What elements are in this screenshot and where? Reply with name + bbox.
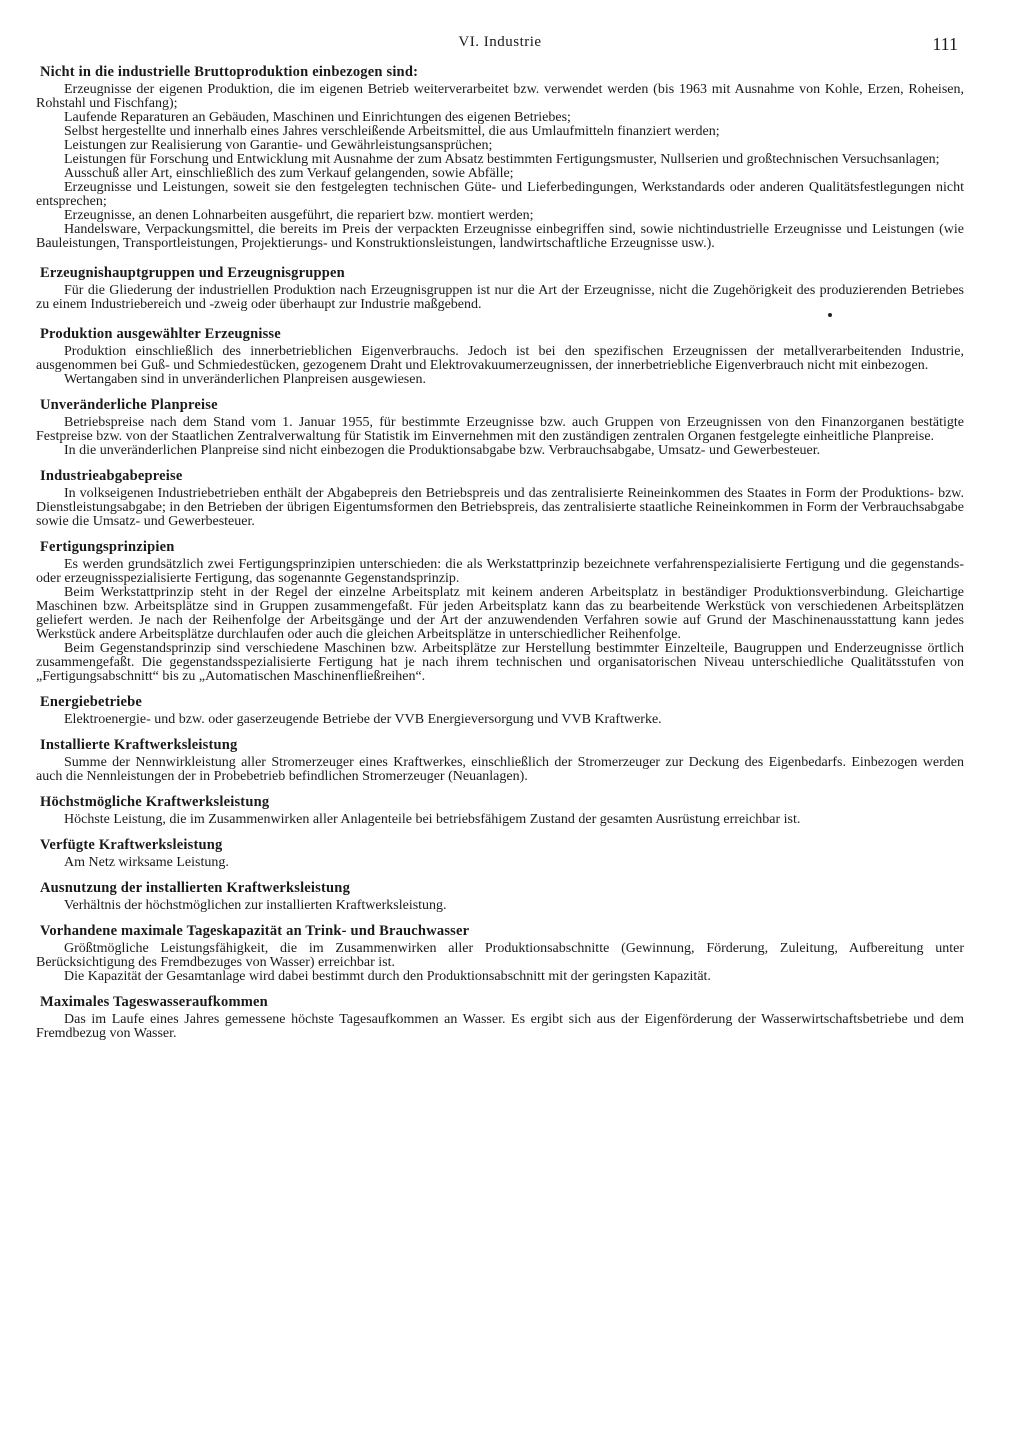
paragraph: Verhältnis der höchstmöglichen zur installierten Kraftwerksleistung. (64, 898, 447, 913)
paragraph: Die Kapazität der Gesamtanlage wird dabei bestimmt durch den Produktionsabschnitt mit der geringsten Kapazität. (64, 969, 711, 984)
paragraph: Größtmögliche Leistungsfähigkeit, die im Zusammenwirken aller Produktionsabschnitte (Gewinnung, Förderung, Zuleitung, Aufbereitung unter Berücksichtigung des Fremdbezuges von Wasser) erreichbar ist. (36, 941, 964, 970)
paragraph: Summe der Nennwirkleistung aller Stromerzeuger eines Kraftwerkes, einschließlich der Stromerzeuger zur Deckung des Eigenbedarfs. Einbezogen werden auch die Nennleistungen der in Probebetrieb befindlichen Stromerzeuger (Neuanlagen). (36, 755, 964, 784)
paragraph: Höchste Leistung, die im Zusammenwirken aller Anlagenteile bei betriebsfähigem Zustand der gesamten Ausrüstung erreichbar ist. (64, 812, 801, 827)
print-speck (828, 313, 832, 317)
section-tageskapazitaet-wasser (36, 923, 964, 984)
paragraph: In die unveränderlichen Planpreise sind nicht einbezogen die Produktionsabgabe bzw. Verbrauchsabgabe, Umsatz- und Gewerbesteuer. (64, 443, 821, 458)
paragraph: In volkseigenen Industriebetrieben enthält der Abgabepreis den Betriebspreis und das zentralisierte Reineinkommen des Staates in Form der Produktions- bzw. Dienstleistungsabgabe; in den Betrieben der übrigen Eigentumsformen den Betriebspreis, das zentralisierte staatliche Reineinkommen in Form der Verbrauchsabgabe sowie die Umsatz- und Gewerbesteuer. (36, 486, 964, 529)
paragraph: Erzeugnisse, an denen Lohnarbeiten ausgeführt, die repariert bzw. montiert werden; (64, 208, 534, 223)
section-title: Fertigungsprinzipien (40, 539, 175, 555)
paragraph: Erzeugnisse und Leistungen, soweit sie den festgelegten technischen Güte- und Lieferbedingungen, Werkstandards oder anderen Qualitätsfestlegungen nicht entsprechen; (36, 180, 964, 209)
paragraph: Laufende Reparaturen an Gebäuden, Maschinen und Einrichtungen des eigenen Betriebes; (64, 110, 571, 125)
paragraph: Beim Gegenstandsprinzip sind verschiedene Maschinen bzw. Arbeitsplätze zur Herstellung bestimmter Einzelteile, Baugruppen und Enderzeugnisse örtlich zusammengefaßt. Die gegenstandsspezialisierte Fertigung hat je nach ihrem technischen und organisatorischen Niveau unterschiedliche Qualitätsstufen von „Fertigungsabschnitt“ bis zu „Automatischen Maschinenfließreihen“. (36, 641, 964, 684)
paragraph: Elektroenergie- und bzw. oder gaserzeugende Betriebe der VVB Energieversorgung und VVB Kraftwerke. (64, 712, 662, 727)
page-header (36, 28, 964, 64)
section-title: Unveränderliche Planpreise (40, 397, 218, 413)
paragraph: Selbst hergestellte und innerhalb eines Jahres verschleißende Arbeitsmittel, die aus Umlaufmitteln finanziert werden; (64, 124, 720, 139)
paragraph: Leistungen für Forschung und Entwicklung mit Ausnahme der zum Absatz bestimmten Fertigungsmuster, Nullserien und großtechnischen Versuchsanlagen; (64, 152, 940, 167)
section-produktion-ausgewaehlter-erzeugnisse (36, 326, 964, 387)
section-bruttoproduktion-exclusions (36, 64, 964, 251)
paragraph: Am Netz wirksame Leistung. (64, 855, 229, 870)
section-title: Installierte Kraftwerksleistung (40, 737, 238, 753)
paragraph: Für die Gliederung der industriellen Produktion nach Erzeugnisgruppen ist nur die Art der Erzeugnisse, nicht die Zugehörigkeit des produzierenden Betriebes zu einem Industriebereich und -zweig oder überhaupt zur Industrie maßgebend. (36, 283, 964, 312)
section-title: Energiebetriebe (40, 694, 143, 710)
paragraph: Produktion einschließlich des innerbetrieblichen Eigenverbrauchs. Jedoch ist bei den spezifischen Erzeugnissen der metallverarbeitenden Industrie, ausgenommen bei Guß- und Schmiedestücken, gezogenem Draht und Elektrovakuumerzeugnissen, der innerbetriebliche Eigenverbrauch nicht mit einbezogen. (36, 344, 964, 373)
paragraph: Beim Werkstattprinzip steht in der Regel der einzelne Arbeitsplatz mit keinem anderen Arbeitsplatz in beständiger Produktionsverbindung. Gleichartige Maschinen bzw. Arbeitsplätze sind in Gruppen zusammengefaßt. Für jeden Arbeitsplatz kann das zu bearbeitende Werkstück von verschiedenen Arbeitsplätzen geliefert werden. Je nach der Reihenfolge der Arbeitsgänge und der Art der anzuwendenden Verfahren sowie auf Grund der Maschinenausstattung kann jedes Werkstück andere Arbeitsplätze durchlaufen oder auch die gleichen Arbeitsplätze in unterschiedlicher Reihenfolge. (36, 585, 964, 642)
section-title: Industrieabgabepreise (40, 468, 183, 484)
section-hoechstmoegliche-kraftwerksleistung (36, 794, 964, 827)
paragraph: Das im Laufe eines Jahres gemessene höchste Tagesaufkommen an Wasser. Es ergibt sich aus der Eigenförderung der Wasserwirtschaftsbetriebe und dem Fremdbezug von Wasser. (36, 1012, 964, 1041)
section-industrieabgabepreise (36, 468, 964, 529)
paragraph: Ausschuß aller Art, einschließlich des zum Verkauf gelangenden, sowie Abfälle; (64, 166, 514, 181)
section-energiebetriebe (36, 694, 964, 727)
section-title: Verfügte Kraftwerksleistung (40, 837, 223, 853)
paragraph: Betriebspreise nach dem Stand vom 1. Januar 1955, für bestimmte Erzeugnisse bzw. auch Gruppen von Erzeugnissen von den Finanzorganen bestätigte Festpreise bzw. von der Staatlichen Zentralverwaltung für Statistik im Einvernehmen mit den zuständigen zentralen Organen festgelegte einheitliche Planpreise. (36, 415, 964, 444)
section-installierte-kraftwerksleistung (36, 737, 964, 784)
section-title: Nicht in die industrielle Bruttoproduktion einbezogen sind: (40, 64, 419, 80)
paragraph: Erzeugnisse der eigenen Produktion, die im eigenen Betrieb weiterverarbeitet bzw. verwendet werden (bis 1963 mit Ausnahme von Kohle, Erzen, Roheisen, Rohstahl und Fischfang); (36, 82, 964, 111)
paragraph: Wertangaben sind in unveränderlichen Planpreisen ausgewiesen. (64, 372, 426, 387)
section-verfuegte-kraftwerksleistung (36, 837, 964, 870)
section-title: Höchstmögliche Kraftwerksleistung (40, 794, 270, 810)
page (36, 28, 964, 1041)
page-number: 111 (932, 34, 958, 54)
section-erzeugnisgruppen (36, 265, 964, 312)
section-title: Vorhandene maximale Tageskapazität an Trink- und Brauchwasser (40, 923, 470, 939)
section-title: Produktion ausgewählter Erzeugnisse (40, 326, 281, 342)
paragraph: Es werden grundsätzlich zwei Fertigungsprinzipien unterschieden: die als Werkstattprinzip bezeichnete verfahrenspezialisierte Fertigung und die gegenstands- oder erzeugnisspezialisierte Fertigung, das sogenannte Gegenstandsprinzip. (36, 557, 964, 586)
section-title: Maximales Tageswasseraufkommen (40, 994, 268, 1010)
section-fertigungsprinzipien (36, 539, 964, 684)
section-ausnutzung-kraftwerksleistung (36, 880, 964, 913)
paragraph: Leistungen zur Realisierung von Garantie- und Gewährleistungsansprüchen; (64, 138, 493, 153)
paragraph: Handelsware, Verpackungsmittel, die bereits im Preis der verpackten Erzeugnisse einbegriffen sind, sowie nichtindustrielle Erzeugnisse und Leistungen (wie Bauleistungen, Transportleistungen, Projektierungs- und Konstruktionsleistungen, landwirtschaftliche Erzeugnisse usw.). (36, 222, 964, 251)
running-head: VI. Industrie (458, 34, 542, 50)
section-tageswasseraufkommen (36, 994, 964, 1041)
section-planpreise (36, 397, 964, 458)
section-title: Ausnutzung der installierten Kraftwerksleistung (40, 880, 351, 896)
section-title: Erzeugnishauptgruppen und Erzeugnisgruppen (40, 265, 345, 281)
